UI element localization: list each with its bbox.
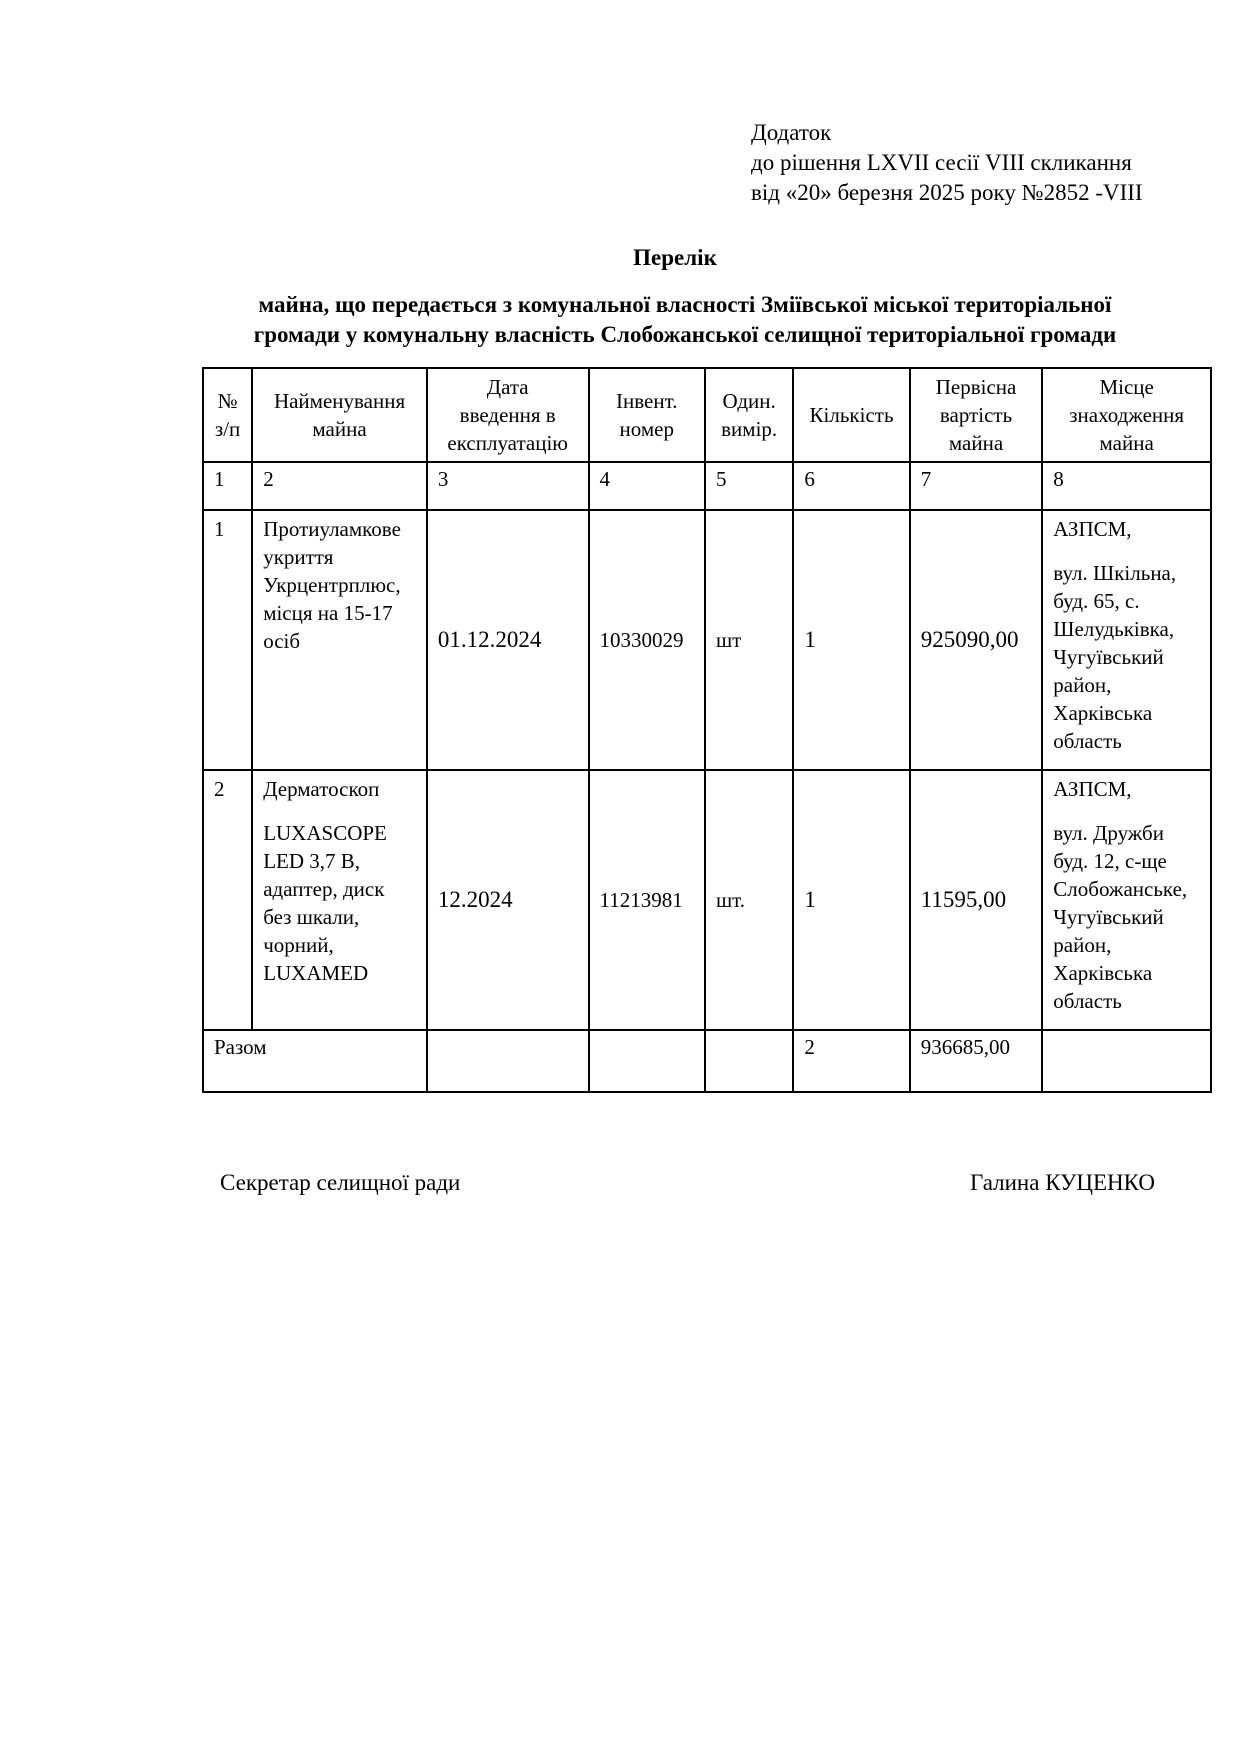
total-row [203, 1030, 1211, 1092]
header-cell: Дата введення в експлуатацію [427, 368, 589, 462]
header-cell: № з/п [203, 368, 252, 462]
column-number: 1 [203, 462, 252, 510]
total-empty-cell [705, 1030, 793, 1092]
column-number: 2 [252, 462, 427, 510]
row-number: 2 [203, 770, 252, 1030]
header-cell: Інвент. номер [589, 368, 705, 462]
document-title: Перелік [633, 245, 717, 270]
column-number: 7 [910, 462, 1043, 510]
appendix-block [751, 118, 1143, 208]
inventory-number: 11213981 [589, 770, 705, 1030]
signer-name: Галина КУЦЕНКО [970, 1170, 1155, 1195]
total-value: 936685,00 [910, 1030, 1043, 1092]
location: АЗПСМ, вул. Дружби буд. 12, с-ще Слобожанське, Чугуївський район, Харківська область [1042, 770, 1211, 1030]
total-empty-cell [427, 1030, 589, 1092]
header-cell: Один. вимір. [705, 368, 793, 462]
quantity: 1 [793, 510, 909, 770]
item-name: Дерматоскоп LUXASCOPE LED 3,7 В, адаптер, диск без шкали, чорний, LUXAMED [252, 770, 427, 1030]
commission-date: 12.2024 [427, 770, 589, 1030]
appendix-line-3: від «20» березня 2025 року №2852 -VIII [751, 180, 1143, 205]
unit: шт [705, 510, 793, 770]
total-quantity: 2 [793, 1030, 909, 1092]
column-number: 6 [793, 462, 909, 510]
column-number: 4 [589, 462, 705, 510]
commission-date: 01.12.2024 [427, 510, 589, 770]
secretary-title: Секретар селищної ради [220, 1170, 461, 1195]
header-row [203, 368, 1211, 462]
header-cell: Найменування майна [252, 368, 427, 462]
appendix-line-2: до рішення LXVII сесії VIII скликання [751, 150, 1132, 175]
initial-value: 925090,00 [910, 510, 1043, 770]
header-cell: Первісна вартість майна [910, 368, 1043, 462]
column-number: 8 [1042, 462, 1211, 510]
appendix-line-1: Додаток [751, 120, 832, 145]
unit: шт. [705, 770, 793, 1030]
table-row [203, 770, 1211, 1030]
subtitle-line-1: майна, що передається з комунальної власності Зміївської міської територіальної [258, 292, 1112, 317]
location: АЗПСМ, вул. Шкільна, буд. 65, с. Шелудьківка, Чугуївський район, Харківська область [1042, 510, 1211, 770]
total-label: Разом [203, 1030, 427, 1092]
quantity: 1 [793, 770, 909, 1030]
total-empty-cell [589, 1030, 705, 1092]
item-name: Протиуламкове укриття Укрцентрплюс, місця на 15-17 осіб [252, 510, 427, 770]
initial-value: 11595,00 [910, 770, 1043, 1030]
header-cell: Кількість [793, 368, 909, 462]
inventory-number: 10330029 [589, 510, 705, 770]
document-subtitle [180, 290, 1190, 350]
property-table [202, 367, 1212, 1093]
table-row [203, 510, 1211, 770]
total-empty-cell [1042, 1030, 1211, 1092]
column-number-row [203, 462, 1211, 510]
column-number: 3 [427, 462, 589, 510]
header-cell: Місце знаходження майна [1042, 368, 1211, 462]
column-number: 5 [705, 462, 793, 510]
subtitle-line-2: громади у комунальну власність Слобожанської селищної територіальної громади [253, 322, 1117, 347]
row-number: 1 [203, 510, 252, 770]
